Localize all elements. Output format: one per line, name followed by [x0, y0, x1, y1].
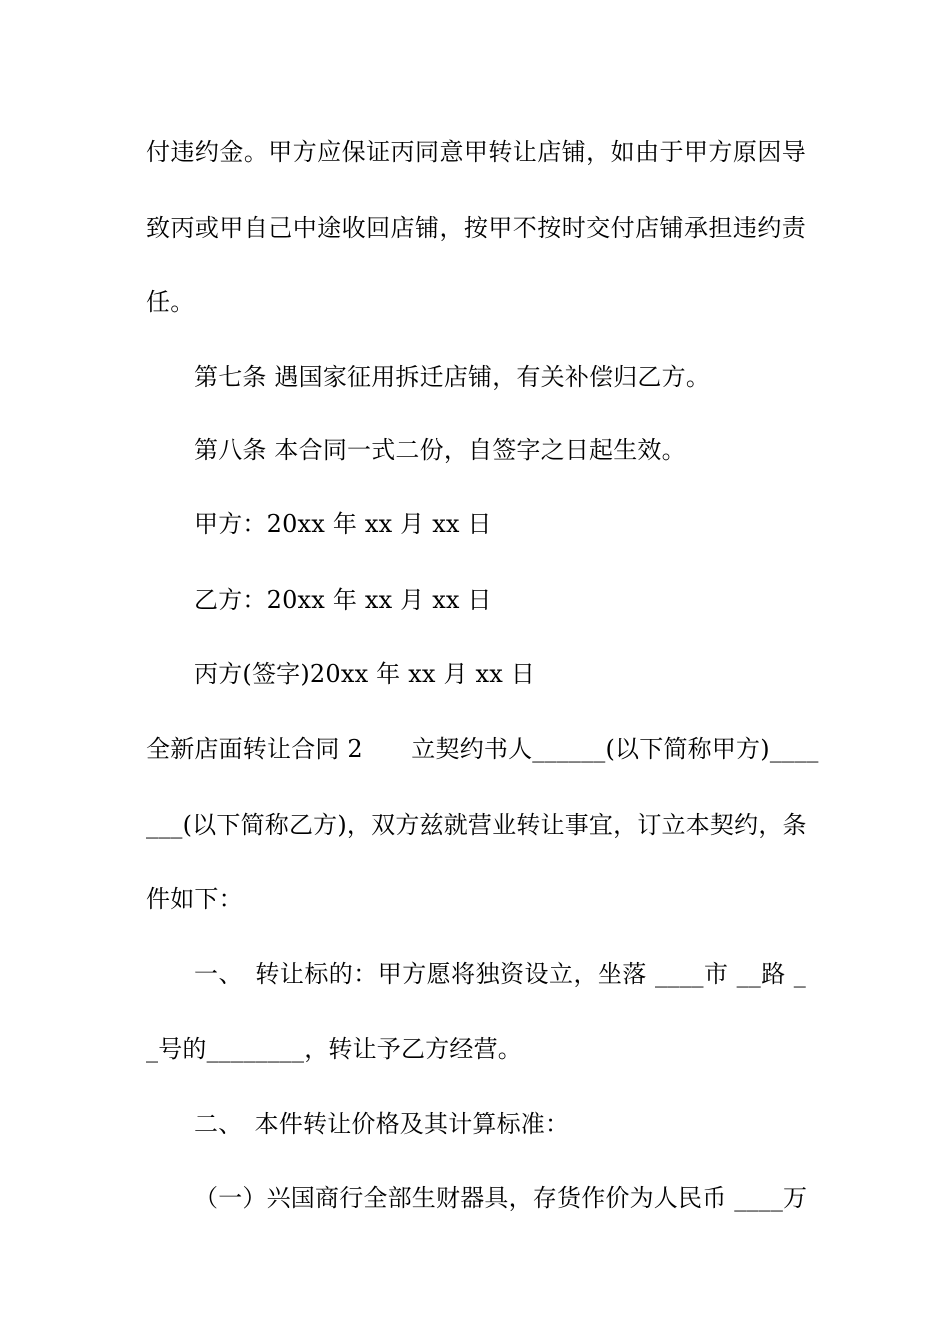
text-line: 付违约金。甲方应保证丙同意甲转让店铺，如由于甲方原因导	[146, 138, 806, 166]
contract-2-heading-line: 全新店面转让合同 2 立契约书人______(以下简称甲方)____	[146, 735, 819, 763]
party-a-date: 甲方：20xx 年 xx 月 xx 日	[194, 510, 492, 538]
party-c-signature-date: 丙方(签字)20xx 年 xx 月 xx 日	[194, 660, 536, 688]
article-8: 第八条 本合同一式二份，自签字之日起生效。	[194, 436, 686, 464]
text-line: _号的________，转让予乙方经营。	[146, 1035, 522, 1063]
party-b-date: 乙方：20xx 年 xx 月 xx 日	[194, 586, 492, 614]
item-2: 二、 本件转让价格及其计算标准：	[194, 1110, 570, 1138]
item-1-line: 一、 转让标的：甲方愿将独资设立，坐落 ____市 __路 _	[194, 960, 806, 988]
text-line: 致丙或甲自己中途收回店铺，按甲不按时交付店铺承担违约责	[146, 214, 806, 242]
text-line: ___(以下简称乙方)，双方兹就营业转让事宜，订立本契约，条	[146, 811, 807, 839]
item-2-1: （一）兴国商行全部生财器具，存货作价为人民币 ____万	[194, 1184, 808, 1212]
text-line: 任。	[146, 288, 195, 316]
article-7: 第七条 遇国家征用拆迁店铺，有关补偿归乙方。	[194, 363, 711, 391]
text-line: 件如下：	[146, 885, 243, 913]
